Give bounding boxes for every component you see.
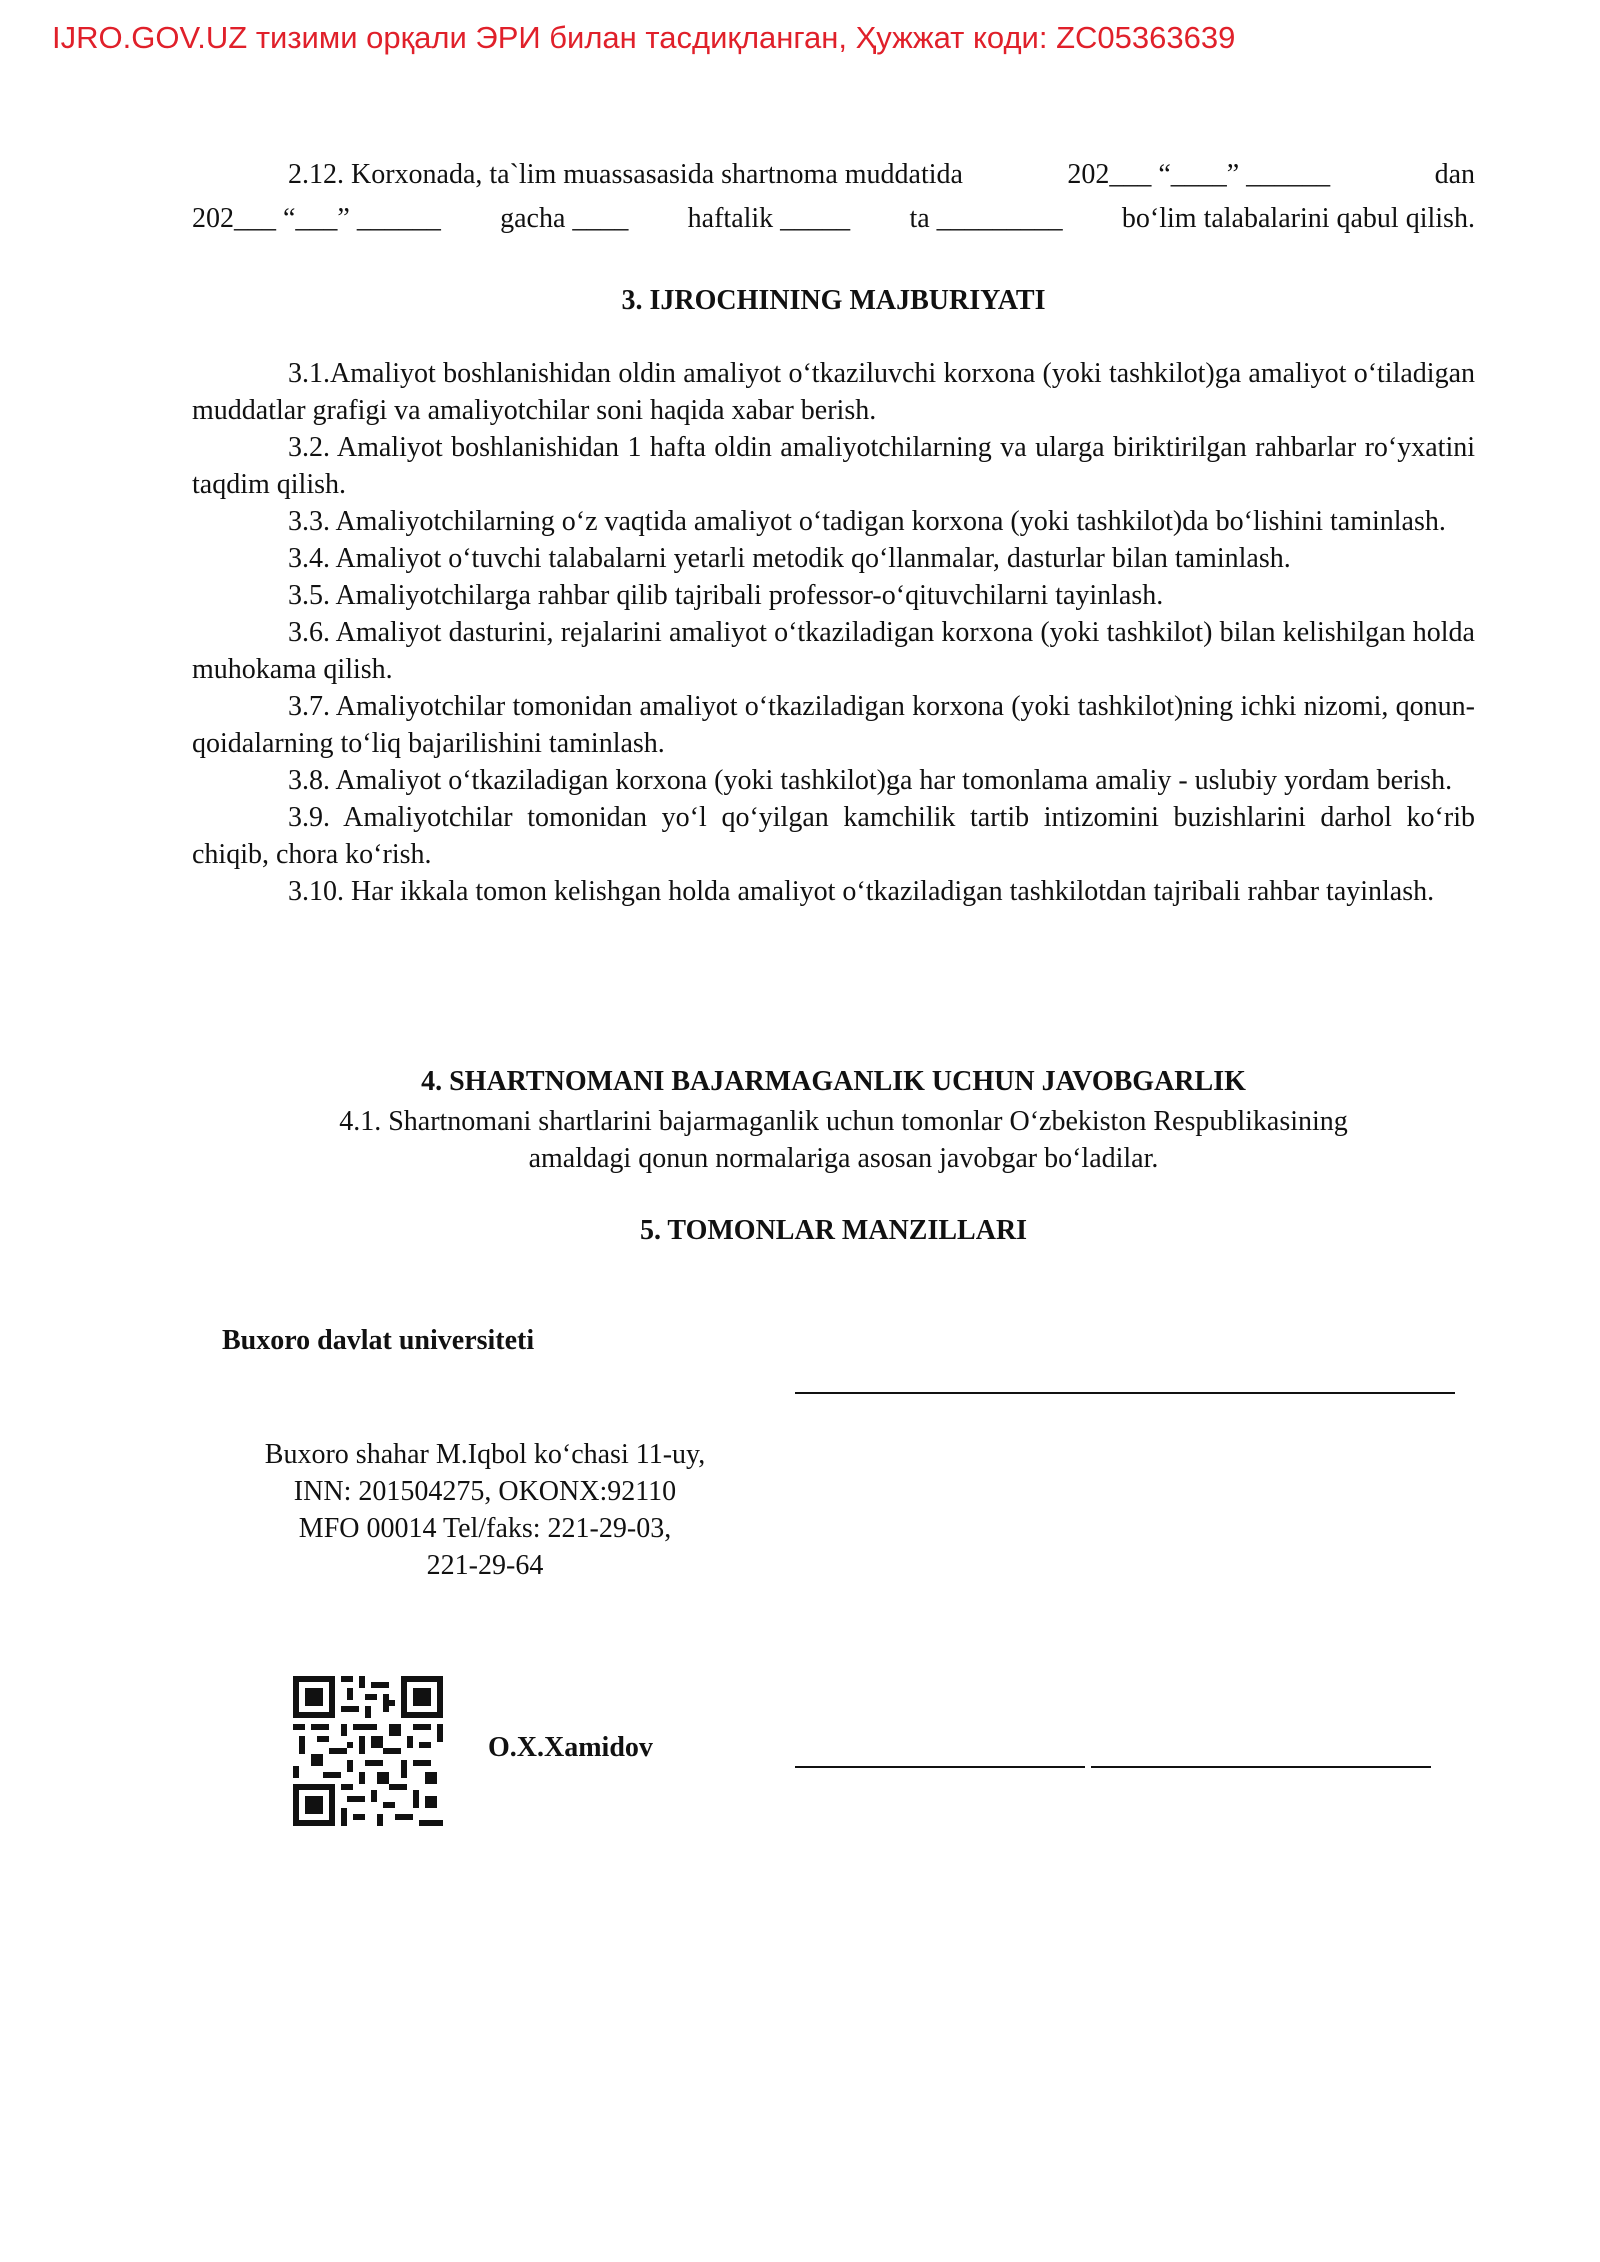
clause-2-12-tail: bo‘lim talabalarini qabul qilish.: [1121, 203, 1475, 234]
eri-verification-stamp: IJRO.GOV.UZ тизими орқали ЭРИ билан тасдиқланган, Ҳужжат коди: ZC05363639: [52, 20, 1236, 55]
list-item: 3.2. Amaliyot boshlanishidan 1 hafta oldin amaliyotchilarning va ularga biriktirilgan rahbarlar ro‘yxatini taqdim qilish.: [192, 432, 1475, 500]
signer-name: O.X.Xamidov: [488, 1732, 653, 1763]
clause-2-12-date-blank: 202___ “____” ______: [1067, 159, 1331, 190]
clause-2-12-gacha: gacha ____: [500, 203, 629, 234]
clause-4-1-line2: amaldagi qonun normalariga asosan javobgar bo‘ladilar.: [528, 1143, 1159, 1174]
organization-address: [210, 1436, 760, 1584]
clause-2-12-dan: dan: [1434, 159, 1475, 190]
list-item: 3.8. Amaliyot o‘tkaziladigan korxona (yoki tashkilot)ga har tomonlama amaliy - uslubiy yordam berish.: [288, 765, 1453, 796]
clause-2-12-ta: ta _________: [909, 203, 1063, 234]
counterparty-name-line: [795, 1392, 1455, 1394]
section-5-title: 5. TOMONLAR MANZILLARI: [639, 1215, 1028, 1246]
list-item: 3.7. Amaliyotchilar tomonidan amaliyot o‘tkaziladigan korxona (yoki tashkilot)ning ichki nizomi, qonun-qoidalarning to‘liq bajarilishini taminlash.: [192, 691, 1475, 759]
section-3-items: [192, 355, 1475, 910]
section-4-title: 4. SHARTNOMANI BAJARMAGANLIK UCHUN JAVOBGARLIK: [421, 1066, 1246, 1097]
list-item: 3.5. Amaliyotchilarga rahbar qilib tajribali professor-o‘qituvchilarni tayinlash.: [288, 580, 1164, 611]
address-line: Buxoro shahar M.Iqbol ko‘chasi 11-uy,: [264, 1439, 706, 1470]
section-3-title: 3. IJROCHINING MAJBURIYATI: [621, 285, 1046, 316]
address-line: 221-29-64: [426, 1550, 544, 1581]
signature-name-line: [1091, 1766, 1431, 1768]
signature-line: [795, 1766, 1085, 1768]
clause-2-12-line1: [192, 153, 1475, 197]
list-item: 3.1.Amaliyot boshlanishidan oldin amaliyot o‘tkaziluvchi korxona (yoki tashkilot)ga amaliyot o‘tiladigan muddatlar grafigi va amaliyotchilar soni haqida xabar berish.: [192, 358, 1475, 426]
clause-2-12: [192, 153, 1475, 241]
clause-4-1: [192, 1103, 1485, 1177]
organization-name: Buxoro davlat universiteti: [222, 1325, 535, 1356]
clause-2-12-end-date: 202___ “___” ______: [192, 203, 441, 234]
list-item: 3.9. Amaliyotchilar tomonidan yo‘l qo‘yilgan kamchilik tartib intizomini buzishlarini darhol ko‘rib chiqib, chora ko‘rish.: [192, 802, 1475, 870]
clause-2-12-text: 2.12. Korxonada, ta`lim muassasasida shartnoma muddatida: [288, 159, 963, 190]
list-item: 3.3. Amaliyotchilarning o‘z vaqtida amaliyot o‘tadigan korxona (yoki tashkilot)da bo‘lishini taminlash.: [288, 506, 1446, 537]
qr-code-icon: [292, 1676, 444, 1826]
list-item: 3.4. Amaliyot o‘tuvchi talabalarni yetarli metodik qo‘llanmalar, dasturlar bilan taminlash.: [288, 543, 1291, 574]
address-line: INN: 201504275, OKONX:92110: [293, 1476, 677, 1507]
list-item: 3.6. Amaliyot dasturini, rejalarini amaliyot o‘tkaziladigan korxona (yoki tashkilot) bilan kelishilgan holda muhokama qilish.: [192, 617, 1475, 685]
clause-4-1-line1: 4.1. Shartnomani shartlarini bajarmaganlik uchun tomonlar O‘zbekiston Respublikasining: [339, 1106, 1348, 1137]
list-item: 3.10. Har ikkala tomon kelishgan holda amaliyot o‘tkaziladigan tashkilotdan tajribali rahbar tayinlash.: [288, 876, 1435, 907]
address-line: MFO 00014 Tel/faks: 221-29-03,: [298, 1513, 672, 1544]
clause-2-12-line2: [192, 197, 1475, 241]
clause-2-12-haftalik: haftalik _____: [687, 203, 851, 234]
